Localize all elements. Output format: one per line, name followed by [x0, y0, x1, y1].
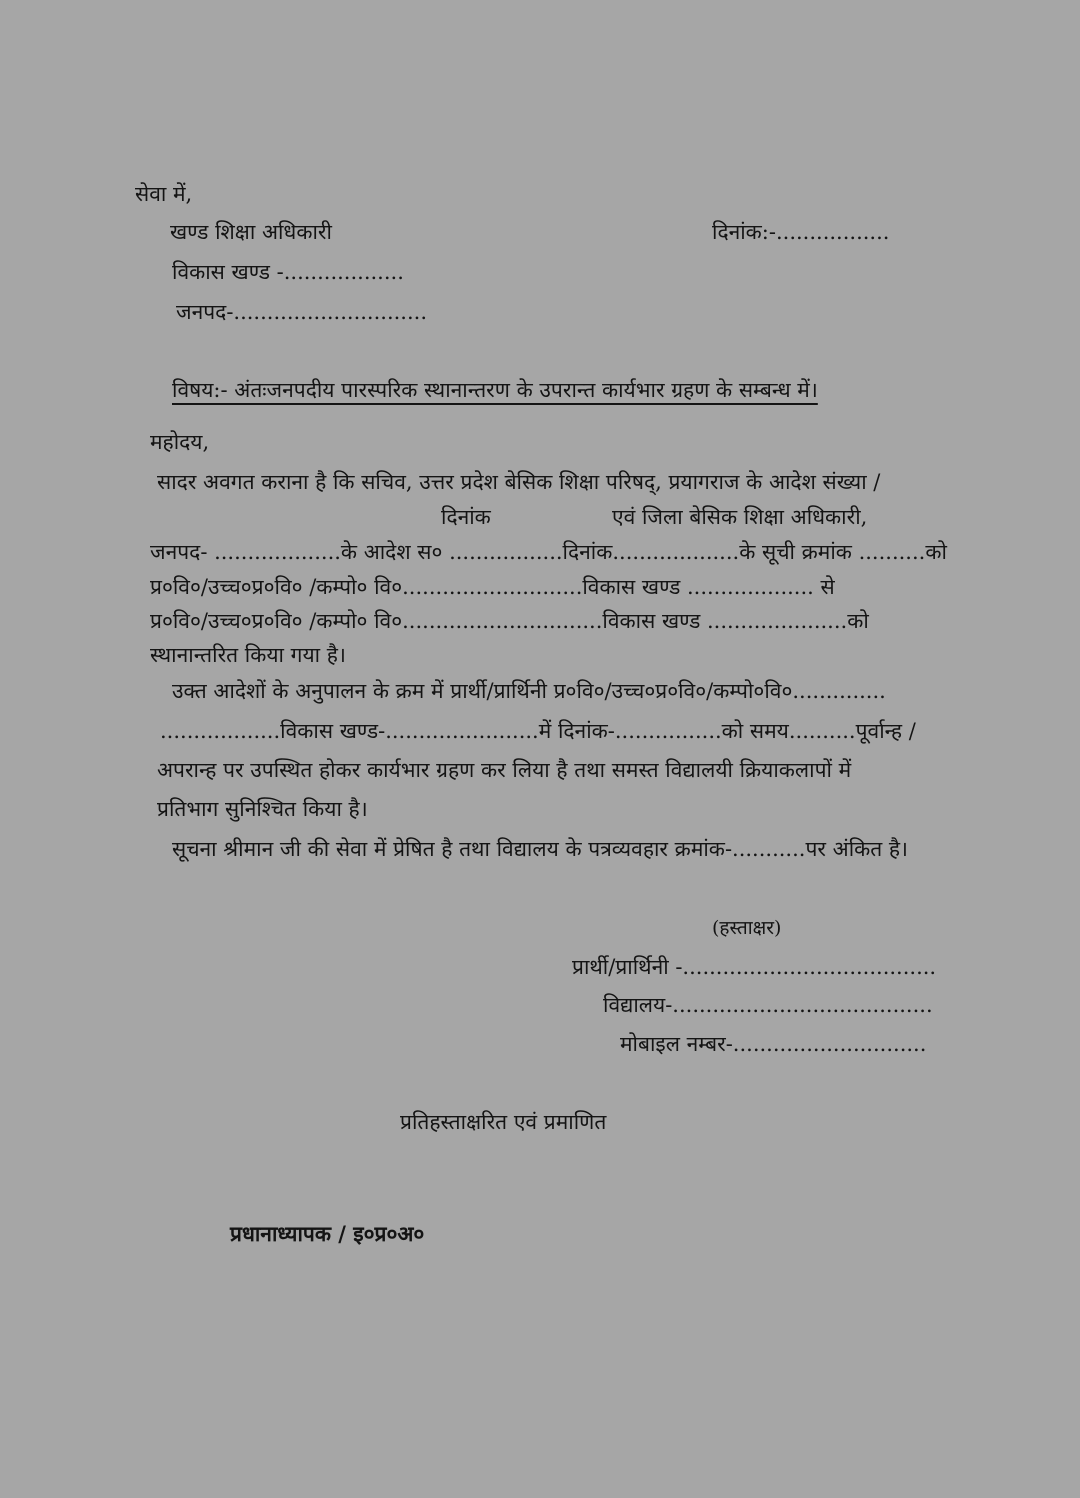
salutation-to: सेवा में, — [135, 182, 193, 206]
body-line: जनपद- ...................के आदेश स० .................दिनांक...................के सूची क्रमांक ..........को — [150, 540, 947, 564]
body-line: सादर अवगत कराना है कि सचिव, उत्तर प्रदेश बेसिक शिक्षा परिषद्, प्रयागराज के आदेश संख्या / — [157, 470, 881, 494]
body-line: अपरान्ह पर उपस्थित होकर कार्यभार ग्रहण कर लिया है तथा समस्त विद्यालयी क्रियाकलापों में — [157, 758, 852, 782]
body-line: स्थानान्तरित किया गया है। — [150, 643, 346, 667]
body-line: प्र०वि०/उच्च०प्र०वि० /कम्पो० वि०...........................विकास खण्ड ................... से — [150, 575, 835, 599]
body-line: उक्त आदेशों के अनुपालन के क्रम में प्रार्थी/प्रार्थिनी प्र०वि०/उच्च०प्र०वि०/कम्पो०वि०.............. — [172, 679, 886, 703]
body-line: ..................विकास खण्ड-.......................में दिनांक-................को समय..........पूर्वान्ह / — [160, 719, 916, 743]
letter-date: दिनांक:-................. — [712, 220, 890, 244]
body-line: सूचना श्रीमान जी की सेवा में प्रेषित है तथा विद्यालय के पत्रव्यवहार क्रमांक-...........पर अंकित है। — [172, 837, 909, 861]
subject-line: विषय:- अंतःजनपदीय पारस्परिक स्थानान्तरण के उपरान्त कार्यभार ग्रहण के सम्बन्ध में। — [172, 378, 818, 402]
school-line: विद्यालय-....................................... — [603, 993, 933, 1017]
recipient-officer: खण्ड शिक्षा अधिकारी — [170, 220, 332, 244]
greeting: महोदय, — [150, 430, 210, 454]
applicant-name-line: प्रार्थी/प्रार्थिनी -...................................... — [572, 955, 937, 979]
mobile-line: मोबाइल नम्बर-............................. — [620, 1032, 927, 1056]
body-line: प्र०वि०/उच्च०प्र०वि० /कम्पो० वि०..............................विकास खण्ड .....................को — [150, 609, 869, 633]
countersigned-note: प्रतिहस्ताक्षरित एवं प्रमाणित — [400, 1110, 607, 1134]
headmaster-line: प्रधानाध्यापक / इ०प्र०अ० — [230, 1221, 425, 1246]
signature-label: (हस्ताक्षर) — [712, 917, 782, 939]
body-line: प्रतिभाग सुनिश्चित किया है। — [157, 797, 368, 821]
recipient-district: जनपद-............................. — [176, 300, 427, 324]
body-line: एवं जिला बेसिक शिक्षा अधिकारी, — [612, 505, 868, 529]
recipient-block: विकास खण्ड -.................. — [172, 260, 404, 284]
body-line: दिनांक — [441, 505, 491, 529]
